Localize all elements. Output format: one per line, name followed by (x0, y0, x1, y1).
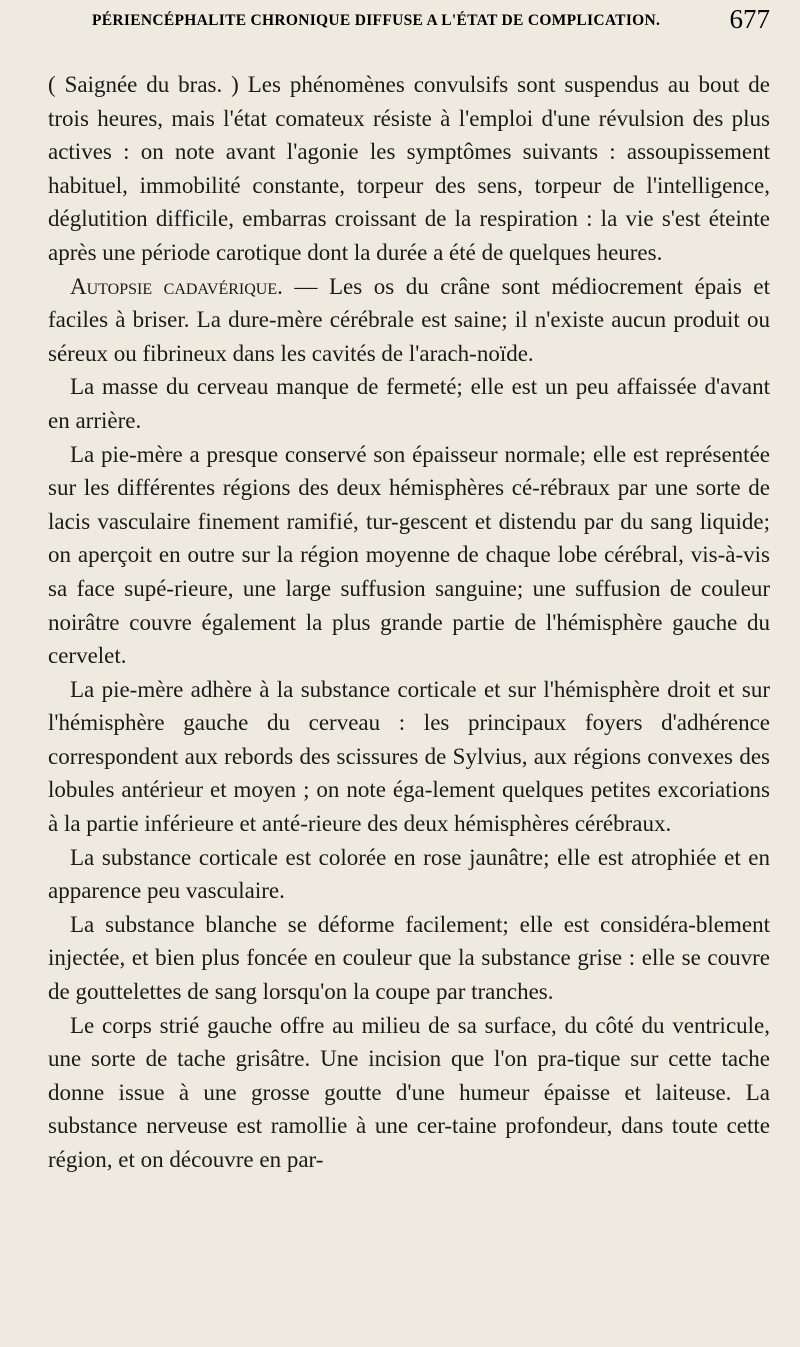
page-body (48, 68, 770, 1177)
paragraph-pie-mere-adherence: La pie-mère adhère à la substance corticale et sur l'hémisphère droit et sur l'hémisphère gauche du cerveau : les principaux foyers d'adhérence correspondent aux rebords des scissures de Sylvius, aux régions convexes des lobules antérieur et moyen ; on note éga-lement quelques petites excoriations à la partie inférieure et anté-rieure des deux hémisphères cérébraux. (48, 676, 770, 837)
page-number: 677 (729, 4, 770, 34)
running-title: PÉRIENCÉPHALITE CHRONIQUE DIFFUSE A L'ÉTAT DE COMPLICATION. (92, 12, 661, 29)
paragraph-masse-cerveau: La masse du cerveau manque de fermeté; elle est un peu affaissée d'avant en arrière. (48, 374, 770, 433)
paragraph-pie-mere-epaisseur: La pie-mère a presque conservé son épaisseur normale; elle est représentée sur les différentes régions des deux hémisphères cé-rébraux par une sorte de lacis vasculaire finement ramifié, tur-gescent et distendu par du sang liquide; on aperçoit en outre sur la région moyenne de chaque lobe cérébral, vis-à-vis sa face supé-rieure, une large suffusion sanguine; une suffusion de couleur noirâtre couvre également la plus grande partie de l'hémisphère gauche du cervelet. (48, 441, 770, 669)
paragraph-substance-corticale: La substance corticale est colorée en rose jaunâtre; elle est atrophiée et en apparence peu vasculaire. (48, 844, 770, 904)
paragraph-saignee: ( Saignée du bras. ) Les phénomènes convulsifs sont suspendus au bout de trois heures, mais l'état comateux résiste à l'emploi d'une révulsion des plus actives : on note avant l'agonie les symptômes suivants : assoupissement habituel, immobilité constante, torpeur des sens, torpeur de l'intelligence, déglutition difficile, embarras croissant de la respiration : la vie s'est éteinte après une période carotique dont la durée a été de quelques heures. (48, 72, 770, 265)
paragraph-corps-strie: Le corps strié gauche offre au milieu de sa surface, du côté du ventricule, une sorte de tache grisâtre. Une incision que l'on pra-tique sur cette tache donne issue à une grosse goutte d'une humeur épaisse et laiteuse. La substance nerveuse est ramollie à une cer-taine profondeur, dans toute cette région, et on découvre en par- (48, 1012, 770, 1172)
running-header (38, 0, 778, 32)
autopsie-heading: Autopsie cadavérique. (70, 273, 283, 299)
autopsie-text: — Les os du crâne sont médiocrement épais et faciles à briser. La dure-mère cérébrale est saine; il n'existe aucun produit ou séreux ou fibrineux dans les cavités de l'arach-noïde. (48, 273, 770, 366)
paragraph-autopsie (48, 270, 770, 371)
paragraph-substance-blanche: La substance blanche se déforme facilement; elle est considéra-blement injectée, et bien plus foncée en couleur que la substance grise : elle se couvre de gouttelettes de sang lorsqu'on la coupe par tranches. (48, 911, 770, 1005)
